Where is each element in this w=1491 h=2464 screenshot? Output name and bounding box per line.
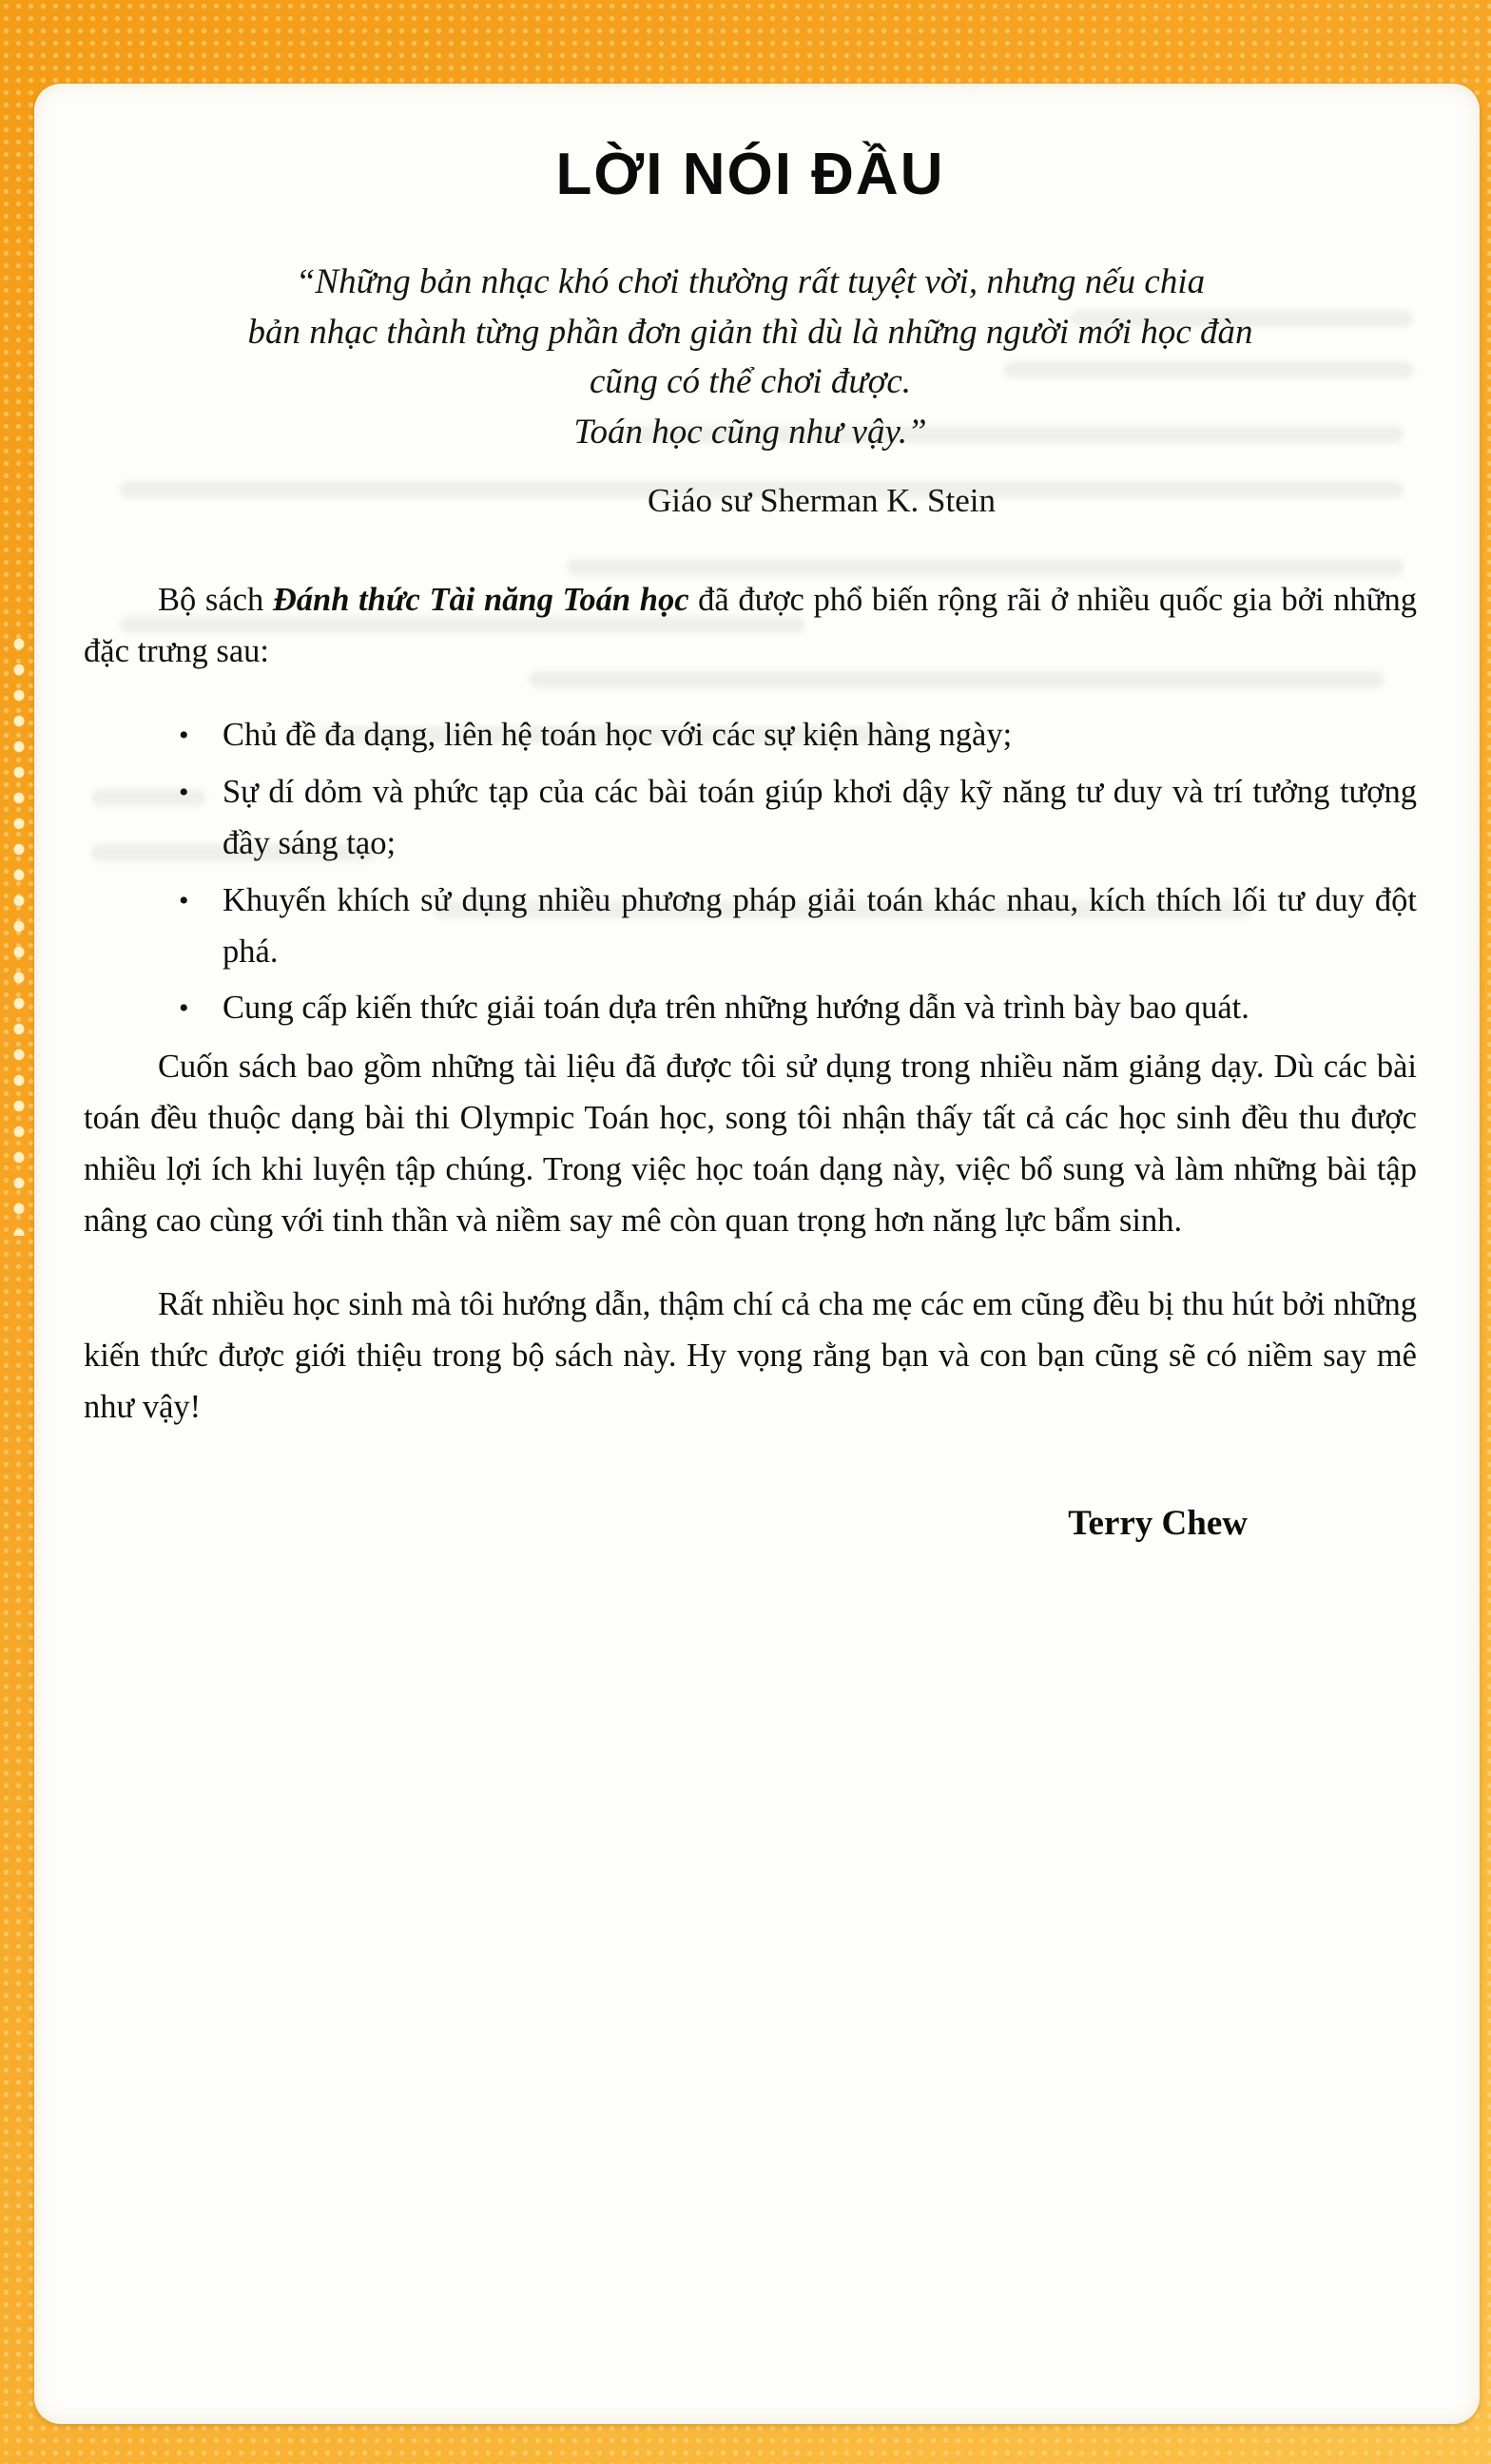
opening-quote	[184, 258, 1316, 457]
page-content	[34, 84, 1480, 1544]
list-item	[179, 876, 1417, 978]
list-item-text: Sự dí dỏm và phức tạp của các bài toán giúp khơi dậy kỹ năng tư duy và trí tưởng tượng đầy sáng tạo;	[223, 774, 1417, 861]
intro-rest: đã được phổ biến rộng rãi ở nhiều quốc gia bởi những đặc trưng sau:	[84, 582, 1417, 669]
list-item	[179, 767, 1417, 870]
quote-line: “Những bản nhạc khó chơi thường rất tuyệt vời, nhưng nếu chia	[295, 262, 1206, 301]
intro-lead: Bộ sách	[158, 582, 273, 619]
list-item	[179, 983, 1417, 1034]
bullet-icon: •	[179, 992, 189, 1025]
body-paragraph: Cuốn sách bao gồm những tài liệu đã được tôi sử dụng trong nhiều năm giảng dạy. Dù các bài toán đều thuộc dạng bài thi Olympic Toán học, song tôi nhận thấy tất cả các học sinh đều thu được nhiều lợi ích khi luyện tập chúng. Trong việc học toán dạng này, việc bổ sung và làm những bài tập nâng cao cùng với tinh thần và niềm say mê còn quan trọng hơn năng lực bẩm sinh.	[84, 1049, 1417, 1239]
book-page	[34, 84, 1480, 2424]
feature-list	[84, 710, 1417, 1034]
list-item-text: Cung cấp kiến thức giải toán dựa trên những hướng dẫn và trình bày bao quát.	[223, 990, 1249, 1027]
bullet-icon: •	[179, 777, 189, 809]
quote-line: Toán học cũng như vậy.”	[573, 412, 927, 452]
author-signature: Terry Chew	[1068, 1504, 1248, 1544]
list-item	[179, 710, 1417, 761]
bullet-icon: •	[179, 884, 189, 916]
bullet-icon: •	[179, 720, 189, 752]
quote-line: cũng có thể chơi được.	[589, 362, 912, 402]
page-title: LỜI NÓI ĐẦU	[555, 142, 945, 207]
list-item-text: Khuyến khích sử dụng nhiều phương pháp giải toán khác nhau, kích thích lối tư duy đột phá.	[223, 881, 1417, 970]
scan-edge-dots-texture	[1, 627, 29, 1236]
quote-line: bản nhạc thành từng phần đơn giản thì dù là những người mới học đàn	[247, 312, 1253, 352]
intro-paragraph	[84, 575, 1417, 678]
book-series-title: Đánh thức Tài năng Toán học	[272, 582, 689, 619]
body-paragraph: Rất nhiều học sinh mà tôi hướng dẫn, thậm chí cả cha mẹ các em cũng đều bị thu hút bởi những kiến thức được giới thiệu trong bộ sách này. Hy vọng rằng bạn và con bạn cũng sẽ có niềm say mê như vậy!	[84, 1285, 1417, 1425]
list-item-text: Chủ đề đa dạng, liên hệ toán học với các sự kiện hàng ngày;	[223, 717, 1013, 754]
quote-attribution: Giáo sư Sherman K. Stein	[647, 482, 996, 520]
